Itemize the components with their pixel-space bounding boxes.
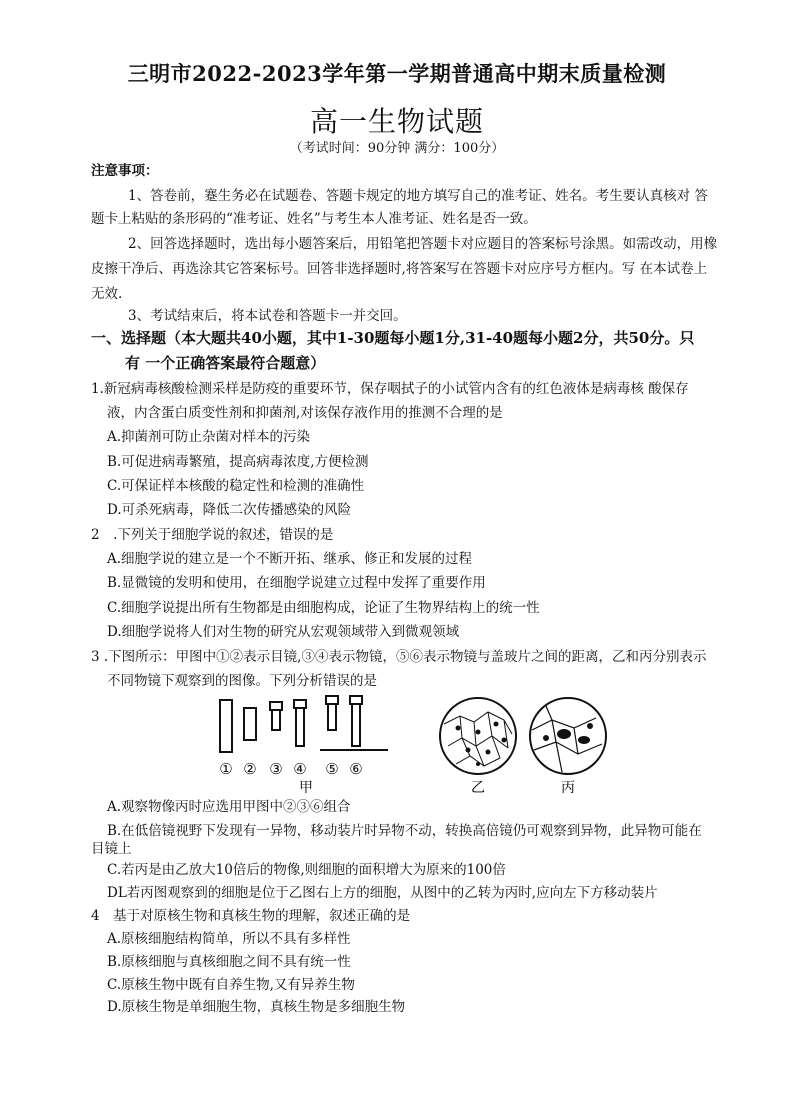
- q4-option-a: A.原核细胞结构简单，所以不具有多样性: [107, 931, 351, 947]
- label-bing: 丙: [561, 780, 575, 796]
- q3-option-b-line-1: B.在低倍镜视野下发现有一异物，移动装片时异物不动，转换高倍镜仍可观察到异物，此异物可能在: [107, 823, 702, 839]
- eyepiece-short: [244, 708, 256, 740]
- q1-stem-line-1: 1.新冠病毒核酸检测采样是防疫的重要环节，保存咽拭子的小试管内含有的红色液体是病毒核 酸保存: [91, 381, 689, 397]
- q2-option-c: C.细胞学说提出所有生物都是由细胞构成，论证了生物界结构上的统一性: [107, 600, 540, 616]
- exam-title: 三明市2022-2023学年第一学期普通高中期末质量检测: [127, 61, 667, 86]
- exam-info: （考试时间：90分钟 满分：100分）: [289, 141, 505, 156]
- note-1-line-1: 1、答卷前，蹇生务必在试题卷、答题卡规定的地方填写自己的准考证、姓名。考生要认真核对 答: [128, 188, 708, 204]
- label-1: ①: [219, 760, 233, 778]
- section-1-heading-line-1: 一、选择题（本大题共40小题，其中1-30题每小题1分,31-40题每小题2分，共50分。只: [91, 329, 695, 347]
- q4-option-d: D.原核生物是单细胞生物，真核生物是多细胞生物: [107, 999, 406, 1015]
- q2-stem: 2 .下列关于细胞学说的叙述，错误的是: [91, 527, 334, 543]
- note-3: 3、考试结束后，将本试卷和答题卡一并交回。: [128, 308, 407, 324]
- q3-option-a: A.观察物像丙时应选用甲图中②③⑥组合: [107, 799, 351, 815]
- objective-long: [294, 700, 306, 746]
- note-1-line-2: 题卡上粘贴的条形码的“准考证、姓名”与考生本人准考证、姓名是否一致。: [91, 211, 537, 227]
- q2-option-a: A.细胞学说的建立是一个不断开拓、继承、修正和发展的过程: [107, 551, 473, 567]
- objective-short: [270, 702, 282, 730]
- label-6: ⑥: [349, 760, 363, 778]
- label-5: ⑤: [325, 760, 339, 778]
- q4-option-b: B.原核细胞与真核细胞之间不具有统一性: [107, 954, 351, 970]
- note-2-line-2: 皮擦干净后、再选涂其它答案标号。回答非选择题时,将答案写在答题卡对应序号方框内。写 在本试卷上: [91, 261, 708, 277]
- objective-distance-far: [326, 696, 338, 730]
- q1-option-a: A.抑菌剂可防止杂菌对样本的污染: [107, 429, 311, 445]
- eyepiece-long: [220, 700, 232, 752]
- view-yi: [440, 698, 516, 774]
- section-1-heading-line-2: 有 一个正确答案最符合题意）: [125, 354, 326, 372]
- note-2-line-1: 2、回答选择题时，选出每小题答案后，用铅笔把答题卡对应题目的答案标号涂黑。如需改动，用橡: [128, 236, 718, 252]
- q1-option-b: B.可促进病毒繁殖，提高病毒浓度,方便检测: [107, 454, 369, 470]
- label-jia: 甲: [299, 780, 313, 796]
- q3-stem-line-2: 不同物镜下观察到的图像。下列分析错误的是: [107, 673, 377, 689]
- q1-stem-line-2: 液，内含蛋白质变性剂和抑菌剂,对该保存液作用的推测不合理的是: [107, 405, 503, 421]
- subject-title: 高一生物试题: [309, 105, 484, 138]
- view-bing: [530, 698, 606, 774]
- label-3: ③: [269, 760, 283, 778]
- note-2-line-3: 无效.: [91, 286, 123, 302]
- q4-stem: 4 基于对原核生物和真核生物的理解，叙述正确的是: [91, 908, 411, 924]
- label-yi: 乙: [471, 780, 485, 796]
- objective-distance-near: [350, 696, 362, 746]
- q1-option-d: D.可杀死病毒，降低二次传播感染的风险: [107, 502, 352, 518]
- q3-option-b-line-2: 目镜上: [91, 841, 132, 857]
- q2-option-b: B.显微镜的发明和使用，在细胞学说建立过程中发挥了重要作用: [107, 575, 486, 591]
- q2-option-d: D.细胞学说将人们对生物的研究从宏观领域带入到微观领域: [107, 624, 460, 640]
- label-2: ②: [243, 760, 257, 778]
- microscope-figure: [212, 694, 612, 800]
- q4-option-c: C.原核生物中既有自养生物,又有异养生物: [107, 977, 355, 993]
- q3-option-d: DL若丙图观察到的细胞是位于乙图右上方的细胞，从图中的乙转为丙时,应向左下方移动装片: [107, 885, 658, 901]
- label-4: ④: [293, 760, 307, 778]
- notes-heading: 注意事项：: [91, 163, 159, 179]
- q3-stem-line-1: 3 .下图所示：甲图中①②表示目镜,③④表示物镜，⑤⑥表示物镜与盖玻片之间的距离，乙和丙分别表示: [91, 649, 707, 665]
- q3-option-c: C.若丙是由乙放大10倍后的物像,则细胞的面积增大为原来的100倍: [107, 862, 506, 878]
- q1-option-c: C.可保证样本核酸的稳定性和检测的准确性: [107, 478, 365, 494]
